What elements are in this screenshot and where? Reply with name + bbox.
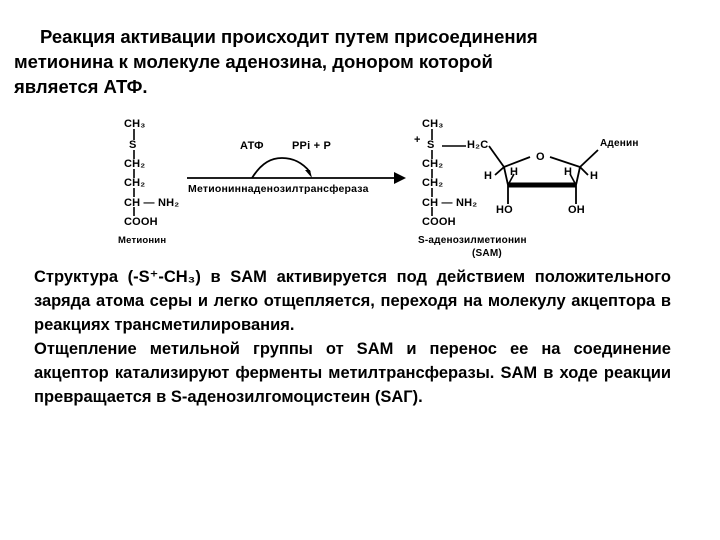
sam-plus: + [414, 134, 421, 146]
ppi-arrow-head [305, 170, 312, 178]
p2-text-b: . SAM в ходе реакции превращается в [34, 364, 671, 406]
intro-line-2: метионина к молекуле аденозина, донором которой [14, 51, 493, 72]
ppi-curve [282, 158, 310, 172]
sam-ch2a: CH₂ [422, 158, 444, 170]
sam-cooh: COOH [422, 216, 456, 228]
p1-text-a: Структура [34, 268, 128, 286]
p2-product: S-аденозилгомоцистеин [170, 388, 371, 406]
adenine-label: Аденин [600, 138, 639, 149]
ring-h3: H [564, 166, 573, 178]
ring-h1: H [484, 170, 493, 182]
arrow-head [394, 172, 406, 184]
met-ch2b: CH₂ [124, 177, 146, 189]
met-ch2a: CH₂ [124, 158, 146, 170]
ring-h4: H [590, 170, 599, 182]
sam-ch2b: CH₂ [422, 177, 444, 189]
intro-line-1: Реакция активации происходит путем присоединения [40, 26, 538, 47]
p1-text-b: в SAM активируется под действием положительного заряда атома серы и легко отщепляется, переходя на молекулу акцептора в реакциях трансметилирования. [34, 268, 671, 334]
intro-line-3: является АТФ. [14, 76, 148, 97]
ring-ho: HO [496, 204, 513, 216]
ring-oxygen: O [536, 151, 545, 163]
sam-s: S [427, 139, 435, 151]
enzyme-label: Метиониннаденозилтрансфераза [188, 183, 369, 195]
met-name: Метионин [118, 235, 167, 246]
ring-oh: OH [568, 204, 585, 216]
reaction-scheme [112, 112, 639, 262]
body-text [34, 265, 671, 409]
sam-ch-nh2: CH — NH₂ [422, 197, 478, 209]
met-ch-nh2: CH — NH₂ [124, 197, 180, 209]
sam-abbr: (SAM) [472, 248, 502, 259]
sam-name: S-аденозилметионин [418, 235, 527, 246]
atp-label: АТФ [240, 140, 264, 152]
atp-curve [252, 158, 282, 178]
met-cooh: COOH [124, 216, 158, 228]
paragraph-transfer [34, 337, 671, 409]
sam-h2c: H₂C [467, 139, 489, 151]
ppi-label: PPi + P [292, 140, 332, 152]
met-ch3: CH₃ [124, 118, 146, 130]
p1-group: (-S⁺-CH₃) [127, 268, 201, 286]
sam-ch3: CH₃ [422, 118, 444, 130]
p2-text-a: Отщепление метильной группы от SAM и перенос ее на соединение акцептор катализируют ферменты [34, 340, 671, 382]
p2-text-c: (SАГ). [370, 388, 423, 406]
intro-text [14, 24, 654, 99]
p2-enzyme: метилтрансферазы [328, 364, 490, 382]
paragraph-structure [34, 265, 671, 337]
met-s: S [129, 139, 137, 151]
ring-h2: H [510, 166, 519, 178]
